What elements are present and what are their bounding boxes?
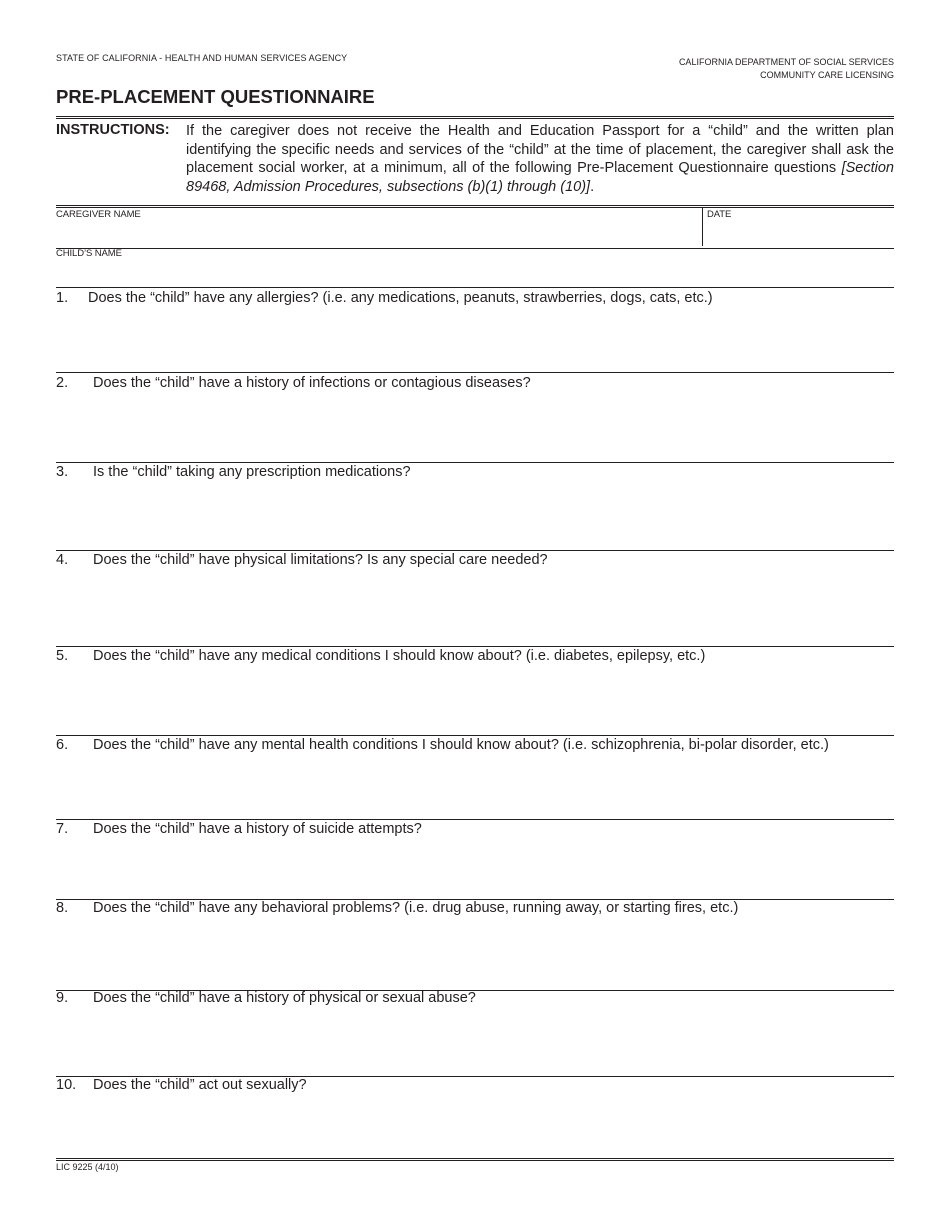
date-field-divider	[702, 208, 703, 246]
instructions-citation: [Section 89468, Admission Procedures, subsections (b)(1) through (10)]	[186, 160, 894, 195]
question-7	[56, 821, 422, 837]
question-number: 8.	[56, 900, 69, 916]
instructions-end: .	[590, 178, 595, 195]
question-5	[56, 648, 705, 664]
question-3	[56, 464, 411, 480]
answer-area-9[interactable]	[56, 1010, 892, 1074]
question-number: 3.	[56, 464, 69, 480]
question-text: Does the “child” have a history of infections or contagious diseases?	[93, 375, 531, 391]
question-text: Does the “child” have any allergies? (i.e. any medications, peanuts, strawberries, dogs, cats, etc.)	[88, 290, 713, 306]
question-text: Does the “child” have any behavioral problems? (i.e. drug abuse, running away, or starting fires, etc.)	[93, 900, 739, 916]
footer-divider	[56, 1158, 894, 1161]
question-number: 9.	[56, 990, 69, 1006]
question-number: 6.	[56, 737, 69, 753]
department-block	[679, 56, 894, 82]
question-number: 10.	[56, 1077, 77, 1093]
answer-area-3[interactable]	[56, 484, 892, 548]
question-text: Does the “child” have any mental health conditions I should know about? (i.e. schizophrenia, bi-polar disorder, etc.)	[93, 737, 829, 753]
question-2	[56, 375, 531, 391]
question-text: Does the “child” have a history of suicide attempts?	[93, 821, 422, 837]
date-label: DATE	[707, 209, 732, 220]
question-divider	[56, 287, 894, 288]
form-id: LIC 9225 (4/10)	[56, 1162, 119, 1172]
caregiver-name-label: CAREGIVER NAME	[56, 209, 141, 220]
date-field[interactable]	[707, 221, 892, 245]
answer-area-4[interactable]	[56, 572, 892, 644]
instructions-text	[186, 122, 894, 196]
title-divider	[56, 116, 894, 119]
question-number: 4.	[56, 552, 69, 568]
question-text: Does the “child” have physical limitations? Is any special care needed?	[93, 552, 548, 568]
answer-area-7[interactable]	[56, 841, 892, 897]
question-1	[56, 290, 713, 306]
answer-area-2[interactable]	[56, 395, 892, 460]
fields-top-divider	[56, 205, 894, 208]
question-number: 2.	[56, 375, 69, 391]
department-name: CALIFORNIA DEPARTMENT OF SOCIAL SERVICES	[678, 57, 894, 67]
question-text: Does the “child” have a history of physical or sexual abuse?	[93, 990, 476, 1006]
answer-area-8[interactable]	[56, 920, 892, 988]
answer-area-1[interactable]	[56, 310, 892, 370]
question-text: Does the “child” act out sexually?	[93, 1077, 307, 1093]
division-name: COMMUNITY CARE LICENSING	[760, 70, 894, 80]
question-divider	[56, 735, 894, 736]
question-number: 5.	[56, 648, 69, 664]
question-10	[56, 1077, 307, 1093]
question-9	[56, 990, 476, 1006]
question-text: Is the “child” taking any prescription medications?	[93, 464, 411, 480]
answer-area-10[interactable]	[56, 1097, 892, 1157]
question-number: 1.	[56, 290, 69, 306]
question-number: 7.	[56, 821, 69, 837]
answer-area-6[interactable]	[56, 757, 892, 817]
instructions-label: INSTRUCTIONS:	[56, 122, 170, 138]
caregiver-name-field[interactable]	[56, 221, 696, 245]
question-6	[56, 737, 829, 753]
question-8	[56, 900, 738, 916]
page-title: PRE-PLACEMENT QUESTIONNAIRE	[56, 86, 375, 107]
instructions-body: If the caregiver does not receive the Health and Education Passport for a “child” and the written plan identifying the specific needs and services of the “child” at the time of placement, the caregiver shall ask the placement social worker, at a minimum, all of the following Pre-Placement Questionnaire questions	[186, 123, 894, 176]
answer-area-5[interactable]	[56, 668, 892, 734]
question-divider	[56, 646, 894, 647]
question-divider	[56, 550, 894, 551]
question-text: Does the “child” have any medical conditions I should know about? (i.e. diabetes, epilepsy, etc.)	[93, 648, 706, 664]
child-name-field[interactable]	[56, 260, 892, 284]
agency-name: STATE OF CALIFORNIA - HEALTH AND HUMAN SERVICES AGENCY	[56, 53, 348, 63]
question-4	[56, 552, 548, 568]
question-divider	[56, 462, 894, 463]
question-divider	[56, 819, 894, 820]
child-name-divider	[56, 248, 894, 249]
child-name-label: CHILD’S NAME	[56, 248, 122, 259]
question-divider	[56, 372, 894, 373]
